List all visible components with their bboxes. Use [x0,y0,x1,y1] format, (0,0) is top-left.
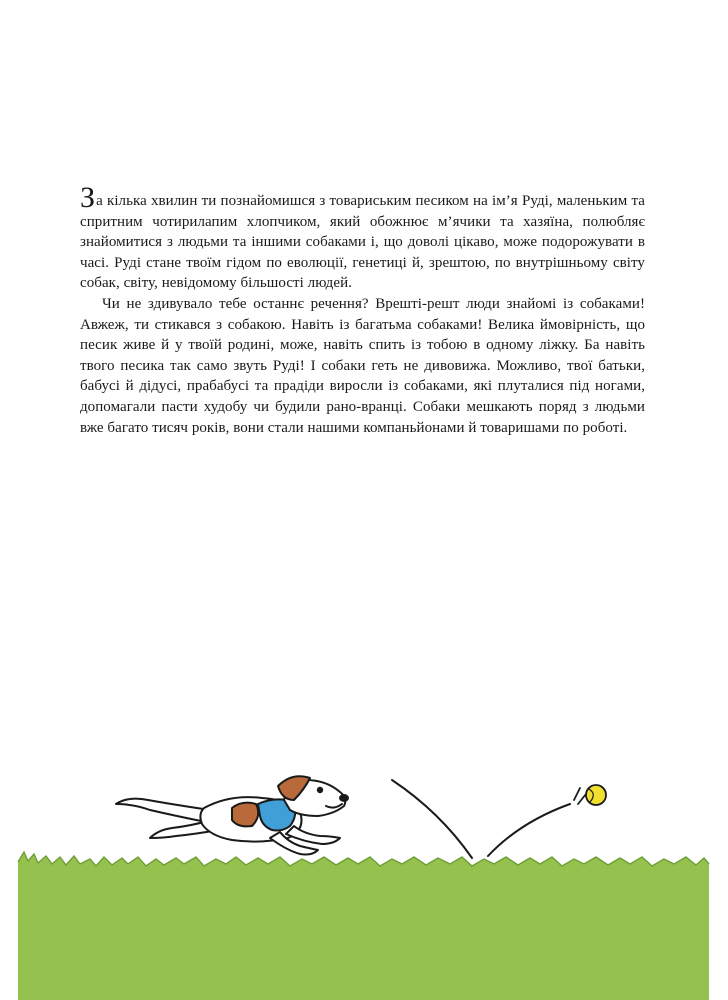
paragraph-2 [80,294,645,438]
dog-nose [340,795,348,801]
ball-bounce-line [488,804,570,856]
tennis-ball [586,785,606,805]
grass-field [18,852,709,1000]
dog-illustration [0,760,728,1000]
paragraph-2-text: Чи не здивувало тебе останнє речення? Врешті-решт люди знайомі із собаками! Авжеж, ти стикався з собакою. Навіть із багатьма собаками! Велика ймовірність, що песик живе й у твоїй родині, може, навіть спить із тобою в одному ліжку. Ба навіть твого песика так само звуть Руді! І собаки геть не дивовижа. Можливо, твої батьки, бабусі й дідусі, прабабусі та прадіди виросли із собаками, які плуталися під ногами, допомагали пасти худобу чи будили рано-вранці. Собаки мешкають поряд з людьми вже багато тисяч років, вони стали нашими компаньйонами й товаришами по роботі. [80,295,645,436]
dog-patch [232,803,258,827]
running-dog [116,776,348,854]
dog-tail [116,799,210,822]
paragraph-1 [80,181,645,294]
ball-motion-lines [574,788,586,804]
dog-front-leg [286,826,340,844]
paragraph-1-text: а кілька хвилин ти познайомишся з товариським песиком на ім’я Руді, маленьким та спритним чотирилапим хлопчиком, який обожнює м’ячики та хазяїна, полюбляє знайомитися з людьми та іншими собаками і, що доволі цікаво, може подорожувати в часі. Руді стане твоїм гідом по еволюції, генетиці й, зрештою, по внутрішньому світу собак, світу, невідомому більшості людей. [80,193,645,292]
drop-cap: З [80,181,96,214]
ball-trajectory-line [392,780,472,858]
dog-eye [318,788,322,792]
body-text [80,181,645,438]
